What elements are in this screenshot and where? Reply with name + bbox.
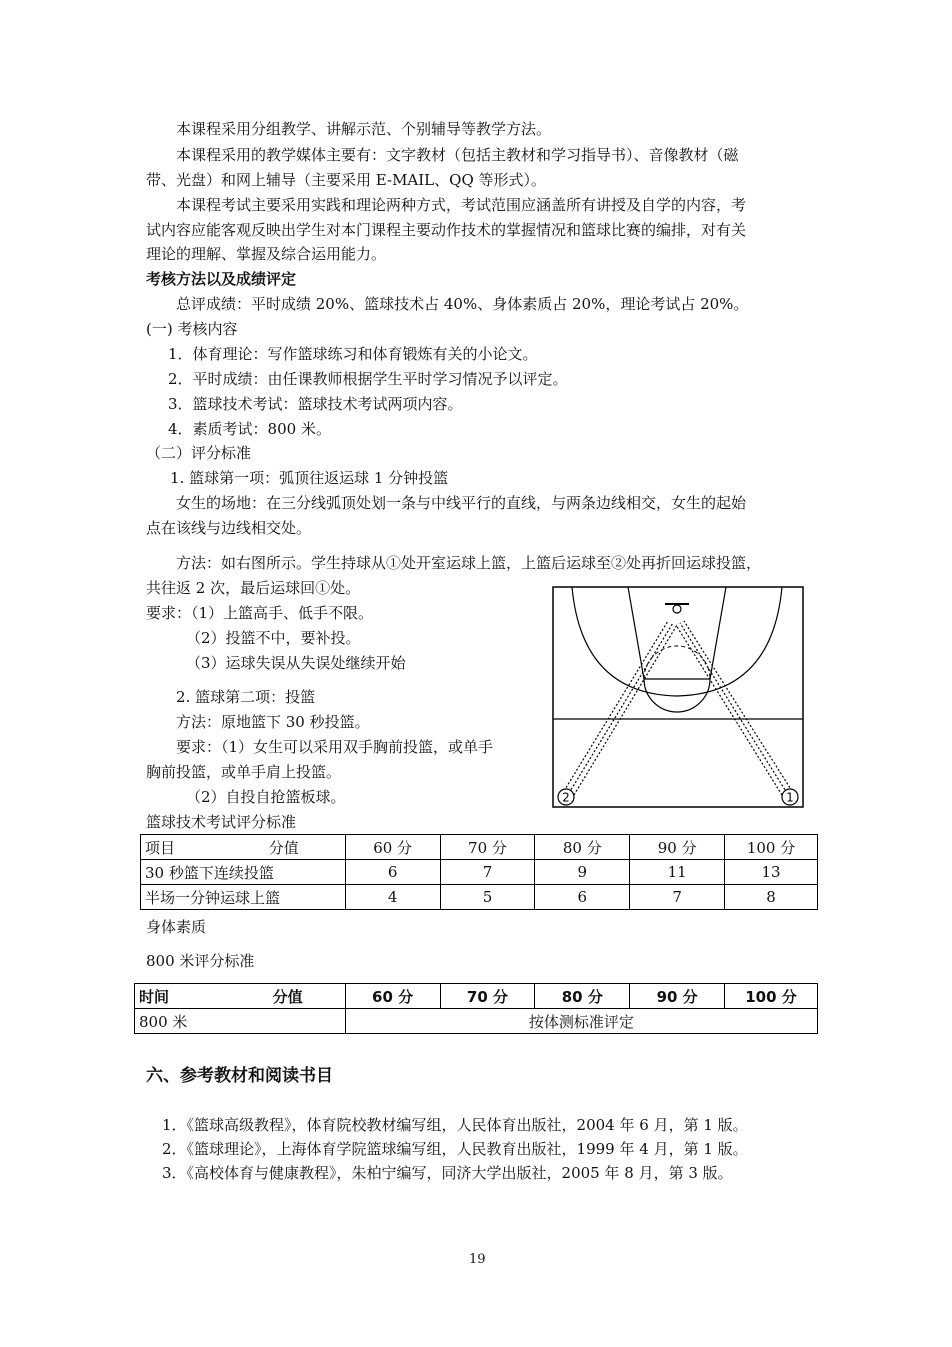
assessment-item-1: 1．体育理论：写作篮球练习和体育锻炼有关的小论文。 bbox=[168, 345, 538, 363]
column-header: 80 分 bbox=[535, 984, 630, 1009]
lane-left-line bbox=[628, 587, 644, 679]
column-header: 100 分 bbox=[725, 835, 818, 860]
header-time-label: 时间 bbox=[139, 987, 170, 1006]
run-800m-scoring-table bbox=[134, 983, 818, 1034]
table1-caption: 篮球技术考试评分标准 bbox=[146, 813, 297, 831]
physical-label: 身体素质 bbox=[146, 918, 207, 936]
basket-hoop bbox=[673, 605, 681, 613]
item2-requirement-1a: 要求：（1）女生可以采用双手胸前投篮，或单手 bbox=[176, 738, 494, 756]
item2-title: 2. 篮球第二项：投篮 bbox=[176, 688, 316, 706]
item2-requirement-1b: 胸前投篮，或单手肩上投篮。 bbox=[146, 763, 342, 781]
assessment-heading: 考核方法以及成绩评定 bbox=[146, 270, 297, 288]
item2-requirement-2: （2）自投自抢篮板球。 bbox=[186, 788, 346, 806]
table-header-row bbox=[135, 984, 818, 1009]
assessment-item-4: 4．素质考试：800 米。 bbox=[168, 420, 331, 438]
table-row bbox=[141, 860, 818, 885]
item2-method: 方法：原地篮下 30 秒投篮。 bbox=[176, 713, 370, 731]
item1-venue-line1: 女生的场地：在三分线弧顶处划一条与中线平行的直线，与两条边线相交，女生的起始 bbox=[176, 494, 747, 512]
table-cell: 7 bbox=[630, 885, 725, 910]
column-header: 70 分 bbox=[440, 835, 535, 860]
assessment-summary: 总评成绩：平时成绩 20%、篮球技术占 40%、身体素质占 20%，理论考试占 20%。 bbox=[176, 295, 749, 313]
row-name: 800 米 bbox=[135, 1009, 346, 1034]
item1-title: 1. 篮球第一项：弧顶往返运球 1 分钟投篮 bbox=[170, 469, 449, 487]
column-header: 80 分 bbox=[535, 835, 630, 860]
header-score-label: 分值 bbox=[268, 838, 299, 857]
reference-item-2: 2．《篮球理论》，上海体育学院篮球编写组，人民教育出版社，1999 年 4 月，第 1 版。 bbox=[162, 1140, 748, 1158]
assessment-item-2: 2．平时成绩：由任课教师根据学生平时学习情况予以评定。 bbox=[168, 370, 568, 388]
table2-caption: 800 米评分标准 bbox=[146, 952, 255, 970]
basketball-court-diagram bbox=[552, 586, 804, 808]
assessment-item-3: 3．篮球技术考试：篮球技术考试两项内容。 bbox=[168, 395, 463, 413]
item1-requirement-2: （2）投篮不中，要补投。 bbox=[186, 629, 361, 647]
header-score-label: 分值 bbox=[272, 987, 303, 1006]
free-throw-circle-upper bbox=[644, 646, 710, 679]
item1-requirement-1: 要求：（1）上篮高手、低手不限。 bbox=[146, 604, 374, 622]
merged-cell: 按体测标准评定 bbox=[345, 1009, 817, 1034]
criteria-heading: （二）评分标准 bbox=[146, 444, 252, 462]
paragraph-exam-line3: 理论的理解、掌握及综合运用能力。 bbox=[146, 245, 387, 263]
court-border bbox=[553, 587, 803, 807]
item1-venue-line2: 点在该线与边线相交处。 bbox=[146, 519, 312, 537]
table-cell: 6 bbox=[535, 885, 630, 910]
row-name: 30 秒篮下连续投篮 bbox=[141, 860, 346, 885]
table-cell: 13 bbox=[725, 860, 818, 885]
header-item-label: 项目 bbox=[145, 838, 176, 857]
position-1-label: 1 bbox=[786, 790, 794, 805]
table-cell: 9 bbox=[535, 860, 630, 885]
assessment-content-heading: (一) 考核内容 bbox=[146, 320, 238, 338]
table-row bbox=[141, 885, 818, 910]
column-header: 60 分 bbox=[345, 835, 440, 860]
table-cell: 11 bbox=[630, 860, 725, 885]
paragraph-media-line2: 带、光盘）和网上辅导（主要采用 E-MAIL、QQ 等形式）。 bbox=[146, 171, 547, 189]
table-header-time-score bbox=[135, 984, 346, 1009]
page-number: 19 bbox=[469, 1252, 486, 1267]
column-header: 100 分 bbox=[725, 984, 818, 1009]
row-name: 半场一分钟运球上篮 bbox=[141, 885, 346, 910]
item1-requirement-3: （3）运球失误从失误处继续开始 bbox=[186, 654, 406, 672]
references-heading: 六、参考教材和阅读书目 bbox=[146, 1066, 333, 1086]
basketball-scoring-table bbox=[140, 834, 818, 910]
table-header-item-score bbox=[141, 835, 346, 860]
table-row bbox=[135, 1009, 818, 1034]
column-header: 60 分 bbox=[345, 984, 440, 1009]
paragraph-teaching-method: 本课程采用分组教学、讲解示范、个别辅导等教学方法。 bbox=[176, 120, 552, 138]
table-cell: 7 bbox=[440, 860, 535, 885]
column-header: 70 分 bbox=[440, 984, 535, 1009]
paragraph-exam-line2: 试内容应能客观反映出学生对本门课程主要动作技术的掌握情况和篮球比赛的编排，对有关 bbox=[146, 221, 747, 239]
table-header-row bbox=[141, 835, 818, 860]
paragraph-exam-line1: 本课程考试主要采用实践和理论两种方式，考试范围应涵盖所有讲授及自学的内容，考 bbox=[176, 196, 747, 214]
paragraph-media-line1: 本课程采用的教学媒体主要有：文字教材（包括主教材和学习指导书）、音像教材（磁 bbox=[176, 146, 739, 164]
item1-method-line1: 方法：如右图所示。学生持球从①处开室运球上篮，上篮后运球至②处再折回运球投篮， bbox=[176, 554, 762, 572]
column-header: 90 分 bbox=[630, 835, 725, 860]
position-2-label: 2 bbox=[562, 790, 570, 805]
table-cell: 8 bbox=[725, 885, 818, 910]
item1-method-line2: 共往返 2 次，最后运球回①处。 bbox=[146, 579, 361, 597]
column-header: 90 分 bbox=[630, 984, 725, 1009]
table-cell: 4 bbox=[345, 885, 440, 910]
reference-item-1: 1．《篮球高级教程》，体育院校教材编写组，人民体育出版社，2004 年 6 月，第 1 版。 bbox=[162, 1116, 748, 1134]
table-cell: 5 bbox=[440, 885, 535, 910]
reference-item-3: 3．《高校体育与健康教程》，朱柏宁编写，同济大学出版社，2005 年 8 月，第 3 版。 bbox=[162, 1164, 733, 1182]
table-cell: 6 bbox=[345, 860, 440, 885]
